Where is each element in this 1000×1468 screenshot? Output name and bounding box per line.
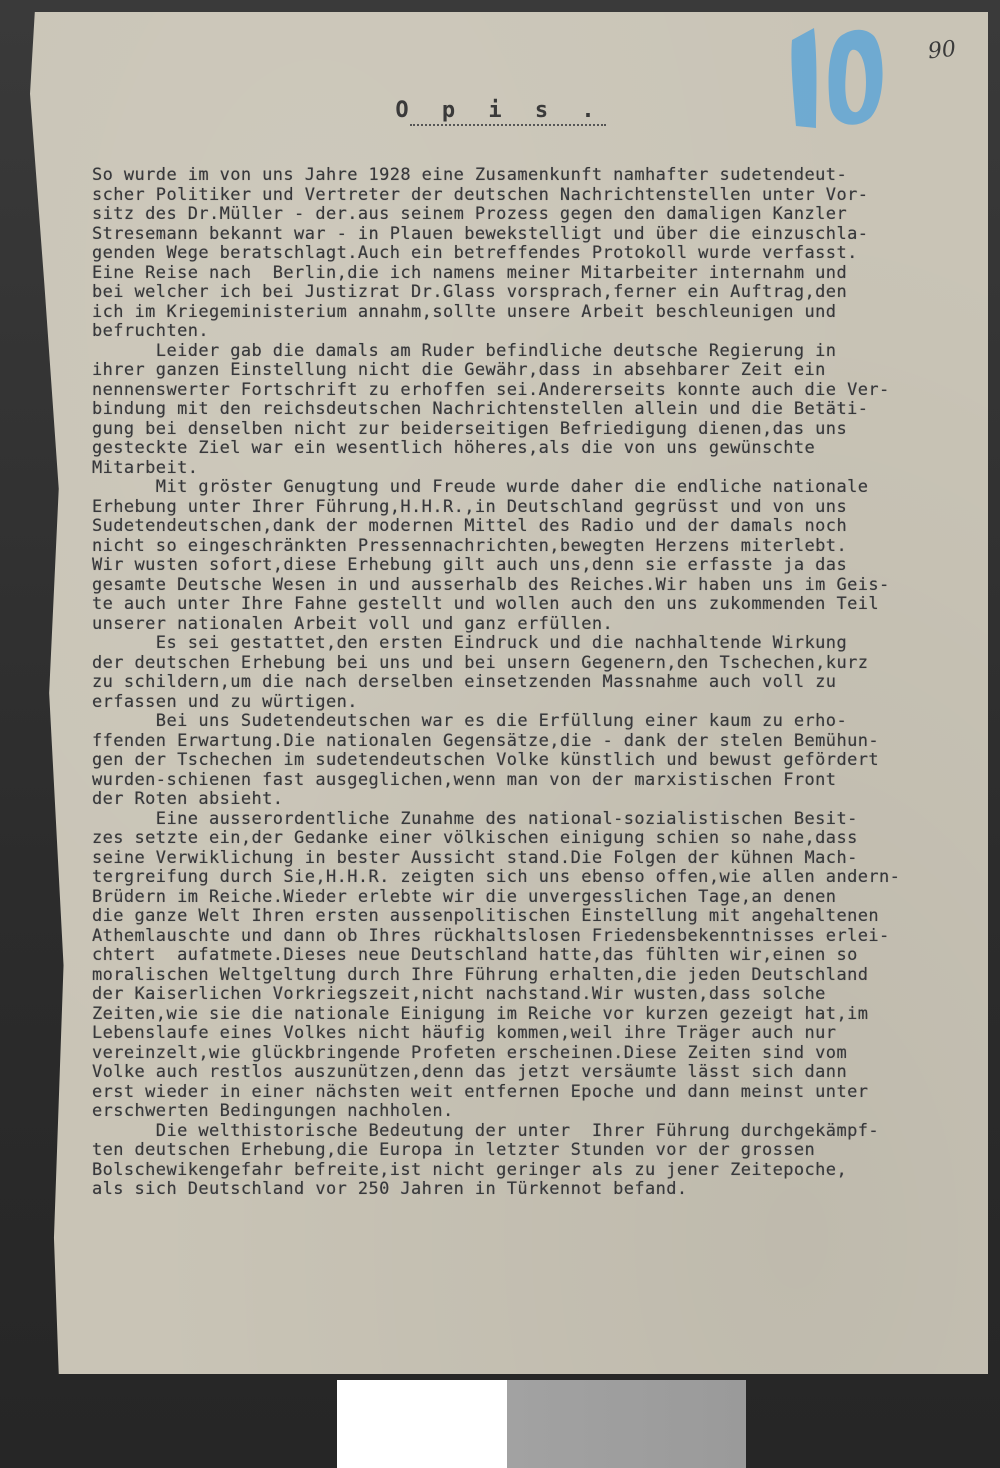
handwritten-page-number: 90 — [926, 36, 958, 65]
text-line: befruchten. — [92, 321, 209, 341]
text-line: unserer nationalen Arbeit voll und ganz erfüllen. — [92, 613, 614, 634]
text-line: Wir wusten sofort,diese Erhebung gilt auch uns,denn sie erfasste ja das — [92, 555, 848, 575]
text-line: gen der Tschechen im sudetendeutschen Volke künstlich und bewust gefördert — [92, 750, 879, 770]
text-line: sitz des Dr.Müller - der.aus seinem Prozess gegen den damaligen Kanzler — [92, 204, 848, 224]
text-line: ten deutschen Erhebung,die Europa in letzter Stunden vor der grossen — [92, 1140, 816, 1160]
text-line: als sich Deutschland vor 250 Jahren in Türkennot befand. — [92, 1179, 688, 1199]
text-line: Mit gröster Genugtung und Freude wurde daher die endliche nationale — [92, 477, 869, 497]
text-line: nennenswerter Fortschrift zu erhoffen sei.Andererseits konnte auch die Ver- — [92, 379, 890, 400]
text-line: Sudetendeutschen,dank der modernen Mittel des Radio und der damals noch — [92, 516, 848, 536]
text-line: Eine ausserordentliche Zunahme des national-sozialistischen Besit- — [92, 808, 858, 829]
text-line: Bei uns Sudetendeutschen war es die Erfüllung einer kaum zu erho- — [92, 711, 848, 731]
text-line: Stresemann bekannt war - in Plauen bewekstelligt und über die einzuschla- — [92, 223, 869, 244]
text-line: Leider gab die damals am Ruder befindliche deutsche Regierung in — [92, 340, 837, 361]
text-line: ffenden Erwartung.Die nationalen Gegensätze,die - dank der stelen Bemühun- — [92, 730, 879, 751]
text-line: erschwerten Bedingungen nachholen. — [92, 1101, 454, 1121]
title-underline — [410, 124, 606, 126]
text-line: chtert aufatmete.Dieses neue Deutschland hatte,das fühlten wir,einen so — [92, 945, 858, 965]
text-line: tergreifung durch Sie,H.H.R. zeigten sich uns ebenso offen,wie allen andern- — [92, 867, 901, 887]
text-line: ihrer ganzen Einstellung nicht die Gewähr,dass in absehbarer Zeit ein — [92, 360, 826, 380]
text-line: der Roten absieht. — [92, 789, 284, 809]
text-line: der deutschen Erhebung bei uns und bei unsern Gegenern,den Tschechen,kurz — [92, 652, 869, 673]
text-line: Bolschewikengefahr befreite,ist nicht geringer als zu jener Zeitepoche, — [92, 1159, 848, 1180]
text-line: Mitarbeit. — [92, 457, 199, 478]
text-line: Es sei gestattet,den ersten Eindruck und die nachhaltende Wirkung — [92, 633, 848, 653]
text-line: zu schildern,um die nach derselben einsetzenden Massnahme auch voll zu — [92, 672, 837, 692]
text-line: bindung mit den reichsdeutschen Nachrichtenstellen allein und die Betäti- — [92, 399, 869, 419]
text-line: Volke auch restlos auszunützen,denn das jetzt versäumte lässt sich dann — [92, 1062, 848, 1082]
text-line: die ganze Welt Ihren ersten aussenpolitischen Einstellung mit angehaltenen — [92, 906, 879, 926]
text-line: moralischen Weltgeltung durch Ihre Führung erhalten,die jeden Deutschland — [92, 964, 869, 985]
text-line: Lebenslaufe eines Volkes nicht häufig kommen,weil ihre Träger auch nur — [92, 1023, 837, 1043]
text-line: gung bei denselben nicht zur beiderseitigen Befriedigung dienen,das uns — [92, 418, 848, 439]
text-line: So wurde im von uns Jahre 1928 eine Zusamenkunft namhafter sudetendeut- — [92, 165, 848, 185]
text-line: genden Wege beratschlagt.Auch ein betreffendes Protokoll wurde verfasst. — [92, 243, 858, 263]
text-line: nicht so eingeschränkten Pressennachrichten,bewegten Herzens miterlebt. — [92, 535, 848, 556]
text-line: wurden-schienen fast ausgeglichen,wenn man von der marxistischen Front — [92, 769, 837, 790]
document-title: O p i s . — [395, 98, 605, 123]
text-line: vereinzelt,wie glückbringende Profeten erscheinen.Diese Zeiten sind vom — [92, 1042, 848, 1063]
text-line: ich im Kriegeministerium annahm,sollte unsere Arbeit beschleunigen und — [92, 301, 837, 322]
white-label-card — [337, 1380, 507, 1468]
text-line: Brüdern im Reiche.Wieder erlebte wir die unvergesslichen Tage,an denen — [92, 886, 837, 907]
text-line: erfassen und zu würtigen. — [92, 691, 358, 712]
text-line: te auch unter Ihre Fahne gestellt und wollen auch den uns zukommenden Teil — [92, 594, 879, 614]
text-line: der Kaiserlichen Vorkriegszeit,nicht nachstand.Wir wusten,dass solche — [92, 984, 826, 1004]
text-line: bei welcher ich bei Justizrat Dr.Glass vorsprach,ferner ein Auftrag,den — [92, 282, 848, 302]
text-line: seine Verwiklichung in bester Aussicht stand.Die Folgen der kühnen Mach- — [92, 847, 858, 868]
text-line: gesamte Deutsche Wesen in und ausserhalb des Reiches.Wir haben uns im Geis- — [92, 574, 890, 595]
text-line: scher Politiker und Vertreter der deutschen Nachrichtenstellen unter Vor- — [92, 184, 869, 205]
text-line: erst wieder in einer nächsten weit entfernen Epoche und dann meinst unter — [92, 1081, 869, 1102]
gray-reference-card — [507, 1380, 746, 1468]
typewritten-body — [92, 166, 972, 1200]
text-line: zes setzte ein,der Gedanke einer völkischen einigung schien so nahe,dass — [92, 828, 858, 848]
text-line: Athemlauschte und dann ob Ihres rückhaltslosen Friedensbekenntnisses erlei- — [92, 925, 890, 946]
text-line: gesteckte Ziel war ein wesentlich höheres,als die von uns gewünschte — [92, 438, 816, 458]
text-line: Eine Reise nach Berlin,die ich namens meiner Mitarbeiter internahm und — [92, 262, 848, 283]
archive-strip — [337, 1380, 746, 1468]
text-line: Die welthistorische Bedeutung der unter Ihrer Führung durchgekämpf- — [92, 1120, 879, 1141]
text-line: Zeiten,wie sie die nationale Einigung im Reiche vor kurzen gezeigt hat,im — [92, 1003, 869, 1024]
text-line: Erhebung unter Ihrer Führung,H.H.R.,in Deutschland gegrüsst und von uns — [92, 496, 848, 517]
